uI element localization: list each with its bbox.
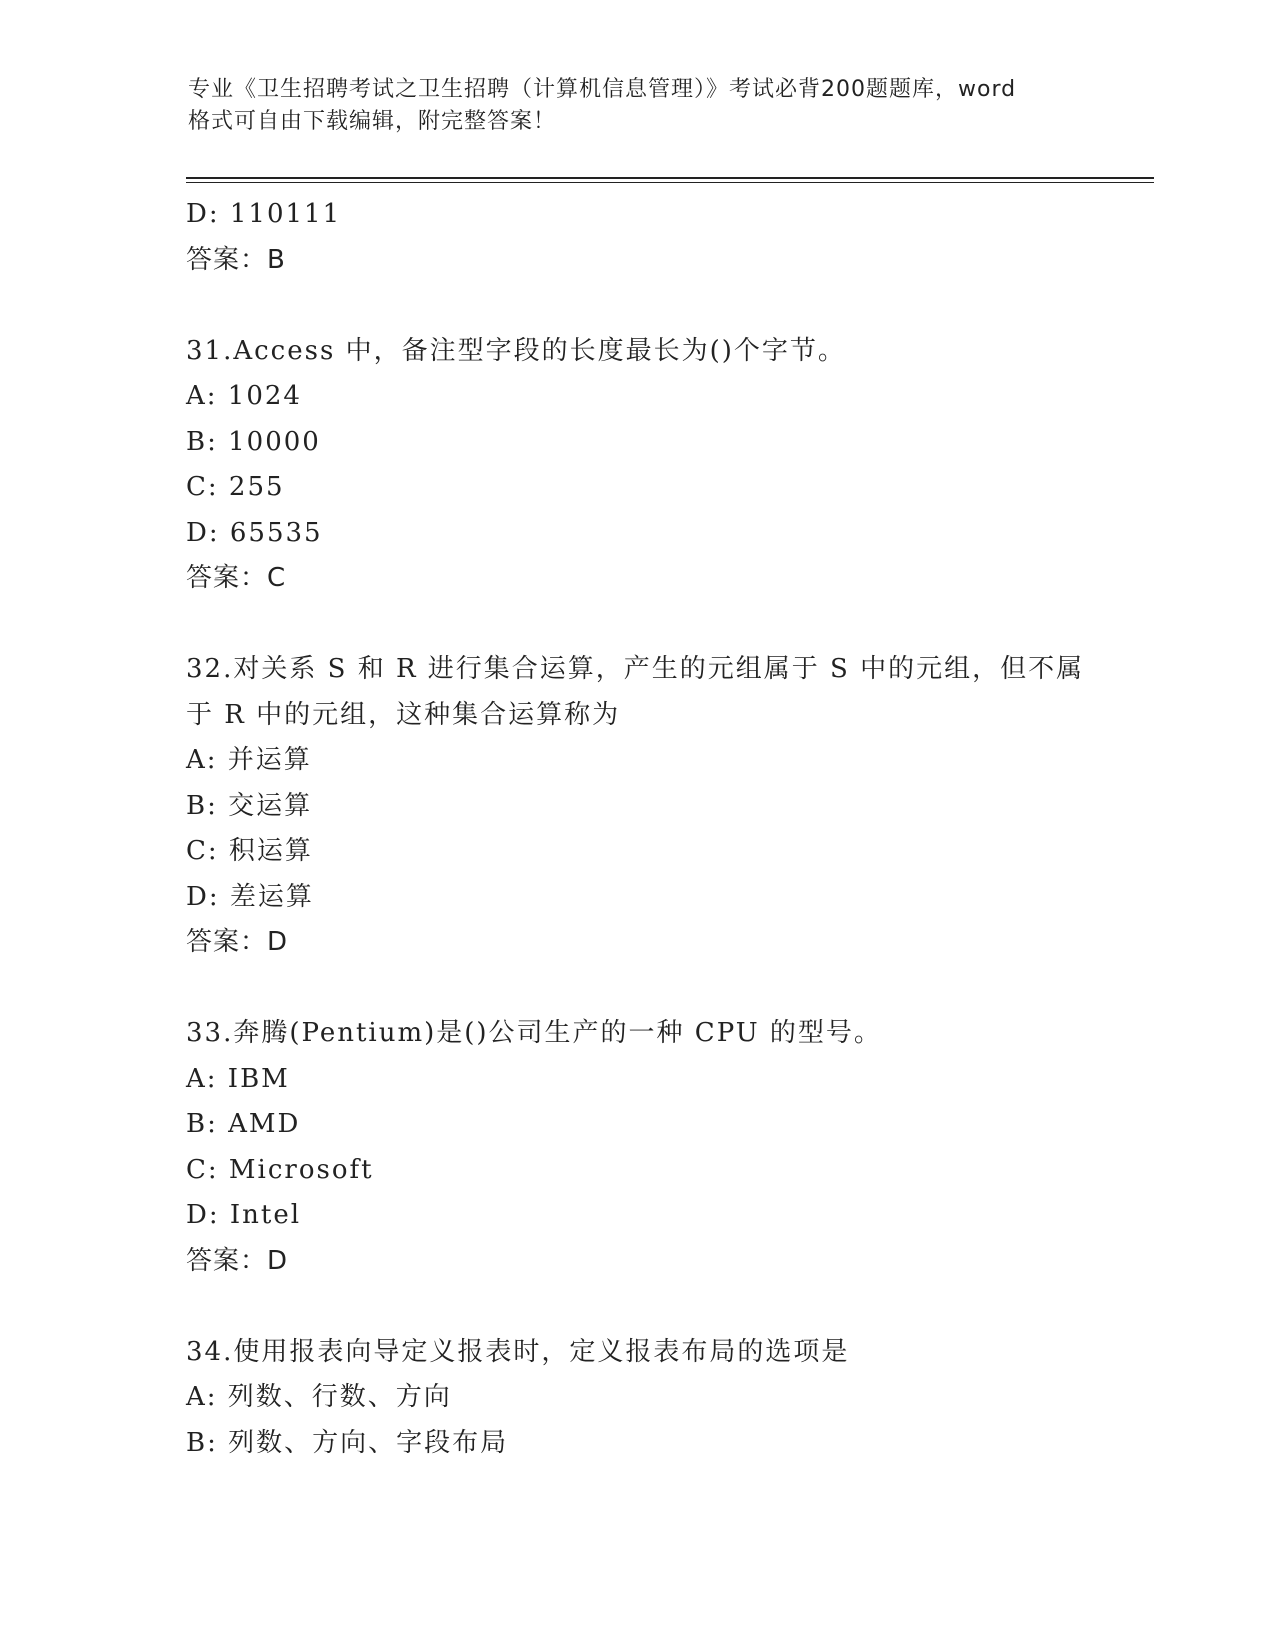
option-c: C: 积运算 [186, 836, 313, 866]
option-b: B: AMD [186, 1109, 301, 1139]
question-34 [186, 1330, 1086, 1467]
option-b: B: 列数、方向、字段布局 [186, 1427, 509, 1458]
option-a: A: IBM [186, 1063, 290, 1094]
header-divider-thin [186, 182, 1154, 183]
question-title: 33.奔腾(Pentium)是()公司生产的一种 CPU 的型号。 [186, 1018, 882, 1048]
option-c: C: 255 [186, 472, 285, 502]
header-line-2: 格式可自由下载编辑，附完整答案！ [188, 109, 557, 134]
option-a: A: 1024 [186, 381, 302, 411]
header-divider-thick [186, 177, 1154, 179]
option-d: D: 110111 [186, 199, 342, 229]
question-32 [186, 647, 1086, 966]
option-d: D: Intel [186, 1200, 302, 1230]
question-title: 31.Access 中，备注型字段的长度最长为()个字节。 [186, 335, 846, 366]
option-b: B: 10000 [186, 426, 321, 457]
question-31 [186, 329, 1086, 602]
page-header [188, 74, 1088, 138]
question-title-line-1: 32.对关系 S 和 R 进行集合运算，产生的元组属于 S 中的元组，但不属 [186, 654, 1085, 684]
option-a: A: 并运算 [186, 745, 312, 775]
option-b: B: 交运算 [186, 790, 313, 821]
question-list [186, 192, 1086, 1466]
question-33 [186, 1011, 1086, 1284]
answer: 答案：D [186, 927, 289, 957]
previous-question-tail [186, 192, 1086, 283]
option-d: D: 差运算 [186, 881, 314, 912]
header-line-1: 专业《卫生招聘考试之卫生招聘（计算机信息管理）》考试必背200题题库，word [188, 77, 1017, 102]
question-title-line-2: 于 R 中的元组，这种集合运算称为 [186, 699, 621, 730]
question-title: 34.使用报表向导定义报表时，定义报表布局的选项是 [186, 1336, 850, 1367]
option-a: A: 列数、行数、方向 [186, 1382, 452, 1412]
answer: 答案：D [186, 1245, 289, 1276]
answer: 答案：C [186, 563, 287, 593]
option-c: C: Microsoft [186, 1154, 374, 1185]
option-d: D: 65535 [186, 517, 323, 548]
answer: 答案：B [186, 244, 286, 275]
